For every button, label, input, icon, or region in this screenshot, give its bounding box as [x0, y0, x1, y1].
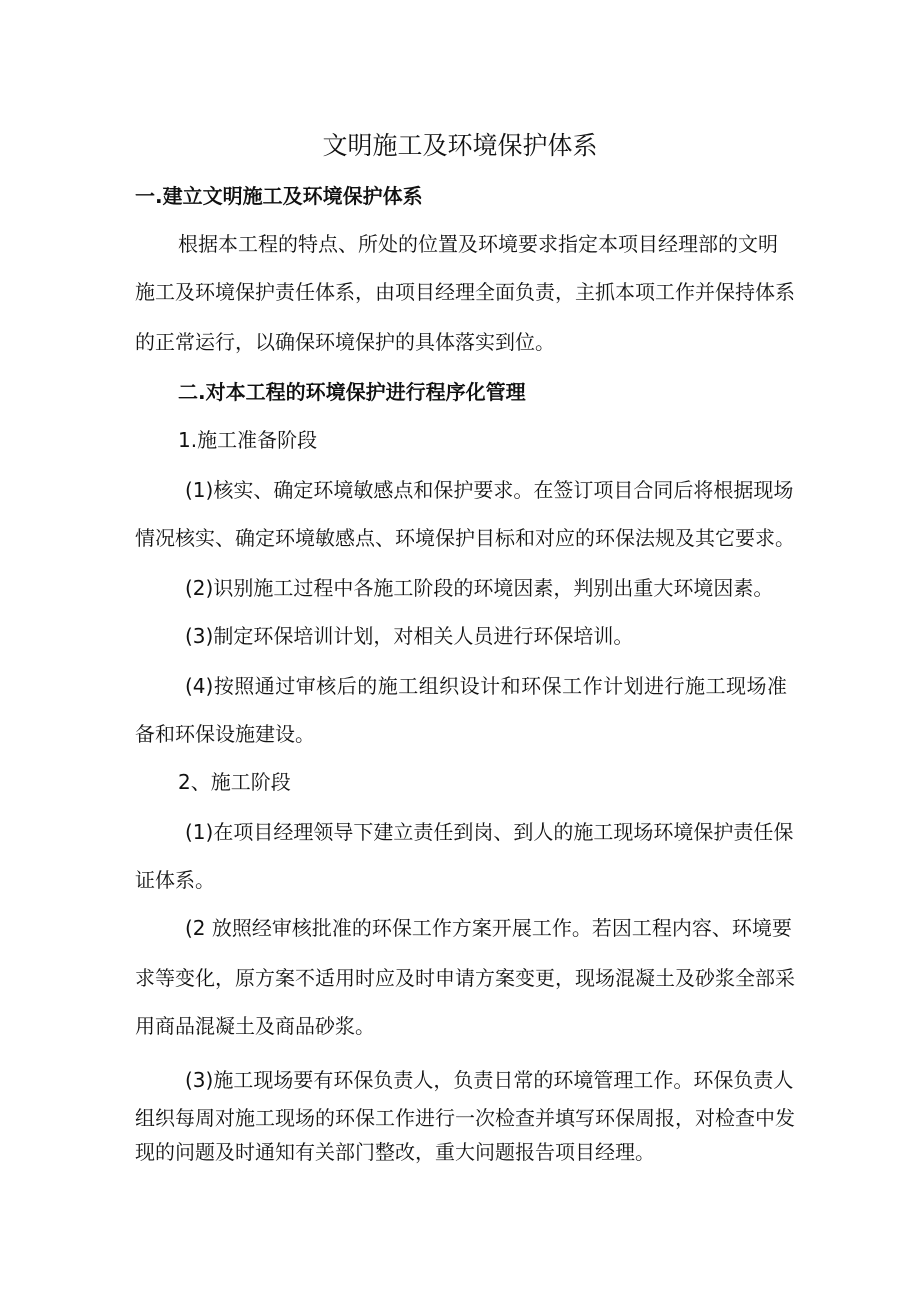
paragraph-line: (3)制定环保培训计划，对相关人员进行环保培训。: [185, 624, 634, 648]
paragraph-line: 用商品混凝土及商品砂浆。: [135, 1014, 375, 1038]
paragraph-line: (3)施工现场要有环保负责人，负责日常的环境管理工作。环保负责人: [185, 1068, 794, 1092]
paragraph-line: 备和环保设施建设。: [135, 722, 315, 746]
paragraph-line: 现的问题及时通知有关部门整改，重大问题报告项目经理。: [135, 1140, 655, 1164]
subsection-heading-construction: 2、施工阶段: [178, 770, 291, 794]
section-heading-1: 一.建立文明施工及环境保护体系: [135, 184, 423, 208]
subsection-heading-prep: 1.施工准备阶段: [178, 428, 318, 452]
paragraph-line: (2 放照经审核批准的环保工作方案开展工作。若因工程内容、环境要: [185, 916, 792, 940]
paragraph-line: 根据本工程的特点、所处的位置及环境要求指定本项目经理部的文明: [178, 232, 778, 256]
paragraph-line: 情况核实、确定环境敏感点、环境保护目标和对应的环保法规及其它要求。: [135, 526, 795, 550]
paragraph-line: 的正常运行，以确保环境保护的具体落实到位。: [135, 330, 555, 354]
paragraph-line: (2)识别施工过程中各施工阶段的环境因素，判别出重大环境因素。: [185, 576, 774, 600]
paragraph-line: (1)核实、确定环境敏感点和保护要求。在签订项目合同后将根据现场: [185, 478, 794, 502]
paragraph-line: 施工及环境保护责任体系，由项目经理全面负责，主抓本项工作并保持体系: [135, 280, 795, 304]
paragraph-line: (4)按照通过审核后的施工组织设计和环保工作计划进行施工现场准: [185, 674, 787, 698]
document-title: 文明施工及环境保护体系: [322, 131, 598, 160]
paragraph-line: 求等变化，原方案不适用时应及时申请方案变更，现场混凝土及砂浆全部采: [135, 966, 795, 990]
paragraph-line: 组织每周对施工现场的环保工作进行一次检查并填写环保周报，对检查中发: [135, 1106, 795, 1130]
paragraph-line: 证体系。: [135, 868, 215, 892]
section-heading-2: 二.对本工程的环境保护进行程序化管理: [178, 380, 526, 404]
paragraph-line: (1)在项目经理领导下建立责任到岗、到人的施工现场环境保护责任保: [185, 820, 794, 844]
